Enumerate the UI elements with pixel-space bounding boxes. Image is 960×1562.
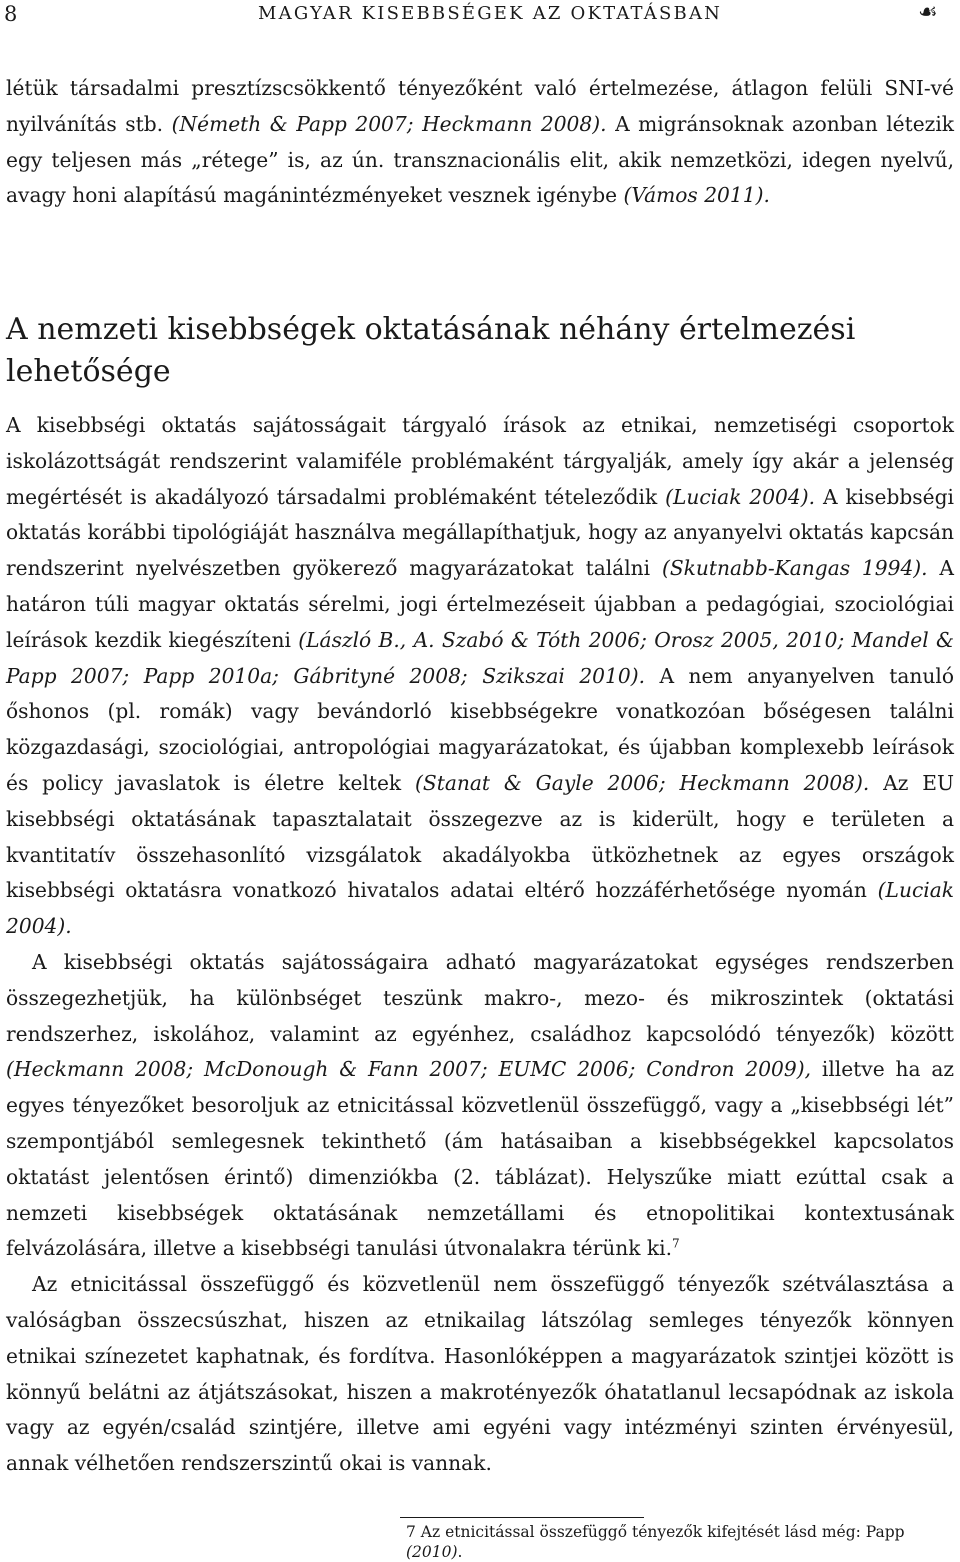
paragraph-text: A kisebbségi oktatás sajátosságait tárgyaló írások az etnikai, nemzetiségi csoportok iskolázottságát rendszerint valamiféle problémaként tárgyalják, amely így akár a jelenség megértését is akadályozó társadalmi problémaként tételeződik	[6, 413, 954, 509]
footnote-reference[interactable]: 7	[672, 1236, 680, 1251]
citation: (Stanat & Gayle 2006; Heckmann 2008).	[415, 770, 870, 795]
paragraph	[6, 1267, 954, 1482]
paragraph-text: A nem anyanyelven tanuló őshonos (pl. romák) vagy bevándorló kisebbségekre vonatkozóan bőségesen találni közgazdasági, szociológiai, antropológiai magyarázatokat, és újabban komplexebb leírások és policy javaslatok is életre keltek	[6, 663, 954, 795]
paragraph-text: A kisebbségi oktatás korábbi tipológiáját használva megállapíthatjuk, hogy az anyanyelvi oktatás kapcsán rendszerint nyelvészetben gyökerező magyarázatokat találni	[6, 484, 955, 581]
paragraph-text: A határon túli magyar oktatás sérelmi, jogi értelmezéseit újabban a pedagógiai, szociológiai leírások kezdik kiegészíteni	[6, 556, 954, 652]
citation: (László B., A. Szabó & Tóth 2006; Orosz 2005, 2010; Mandel & Papp 2007; Papp 2010a; Gábrityné 2008; Szikszai 2010).	[6, 627, 954, 688]
paragraph-text: A migránsoknak azonban létezik egy teljesen más „rétege” is, az ún. transznacionális elit, akik nemzetközi, idegen nyelvű, avagy honi alapítású magánintézményeket vesznek igénybe	[6, 111, 955, 208]
paragraph-text: A kisebbségi oktatás sajátosságaira adható magyarázatokat egységes rendszerben összegezhetjük, ha különbséget teszünk makro-, mezo- és mikroszintek (oktatási rendszerhez, iskolához, valamint az egyénhez, családhoz kapcsolódó tényezők) között	[6, 949, 954, 1046]
paragraph	[6, 408, 954, 945]
paragraph	[6, 945, 954, 1267]
paragraph-continued	[6, 71, 954, 214]
running-title: MAGYAR KISEBBSÉGEK AZ OKTATÁSBAN	[258, 3, 723, 24]
paragraph-text: létük társadalmi presztízscsökkentő tényezőként való értelmezése, átlagon felüli SNI-vé nyilvánítás stb.	[6, 76, 954, 136]
citation: (Luciak 2004).	[6, 878, 954, 939]
footnote	[406, 1522, 960, 1562]
citation: (Skutnabb-Kangas 1994).	[661, 556, 928, 581]
section-body	[6, 408, 954, 1482]
fleuron-ornament-icon: ☙	[918, 0, 938, 25]
citation: (2010)	[406, 1543, 458, 1561]
citation: (Vámos 2011).	[623, 183, 770, 208]
footnote-text: .	[457, 1543, 463, 1561]
citation: (Németh & Papp 2007; Heckmann 2008).	[171, 111, 607, 136]
paragraph-text: Az EU kisebbségi oktatásának tapasztalatait összegezve az is kiderült, hogy e területen a kvantitatív összehasonlító vizsgálatok akadályokba ütközhetnek az egyes országok kisebbségi oktatásra vonatkozó hivatalos adatai eltérő hozzáférhetősége nyomán	[6, 770, 954, 903]
citation: (Heckmann 2008; McDonough & Fann 2007; EUMC 2006; Condron 2009),	[6, 1057, 812, 1082]
paragraph-text: illetve ha az egyes tényezőket besoroljuk az etnicitással közvetlenül összefüggő, vagy a „kisebbségi lét” szempontjából semlegesnek tekinthető (ám hatásaiban a kisebbségekkel kapcsolatos oktatást jelentősen érintő) dimenziókba (2. táblázat). Helyszűke miatt ezúttal csak a nemzeti kisebbségek oktatásának nemzetállami és etnopolitikai kontextusának felvázolására, illetve a kisebbségi tanulási útvonalakra térünk ki.	[6, 1057, 954, 1261]
footnote-divider	[400, 1517, 644, 1518]
footnote-text: 7 Az etnicitással összefüggő tényezők kifejtését lásd még: Papp	[406, 1523, 905, 1541]
section-heading: A nemzeti kisebbségek oktatásának néhány értelmezési lehetősége	[6, 312, 856, 389]
citation: (Luciak 2004).	[665, 484, 816, 509]
page-number: 8	[4, 2, 18, 26]
page-header	[0, 0, 960, 40]
paragraph-text: Az etnicitással összefüggő és közvetlenül nem összefüggő tényezők szétválasztása a valóságban összecsúszhat, hiszen az etnikailag látszólag semleges tényezők könnyen etnikai színezetet kaphatnak, és fordítva. Hasonlóképpen a magyarázatok szintjei között is könnyű belátni az átjátszásokat, hiszen a makrotényezők óhatatlanul lecsapódnak az iskola vagy az egyén/család szintjére, illetve ami egyéni vagy intézményi szinten érvényesül, annak vélhetően rendszerszintű okai is vannak.	[6, 1272, 954, 1476]
